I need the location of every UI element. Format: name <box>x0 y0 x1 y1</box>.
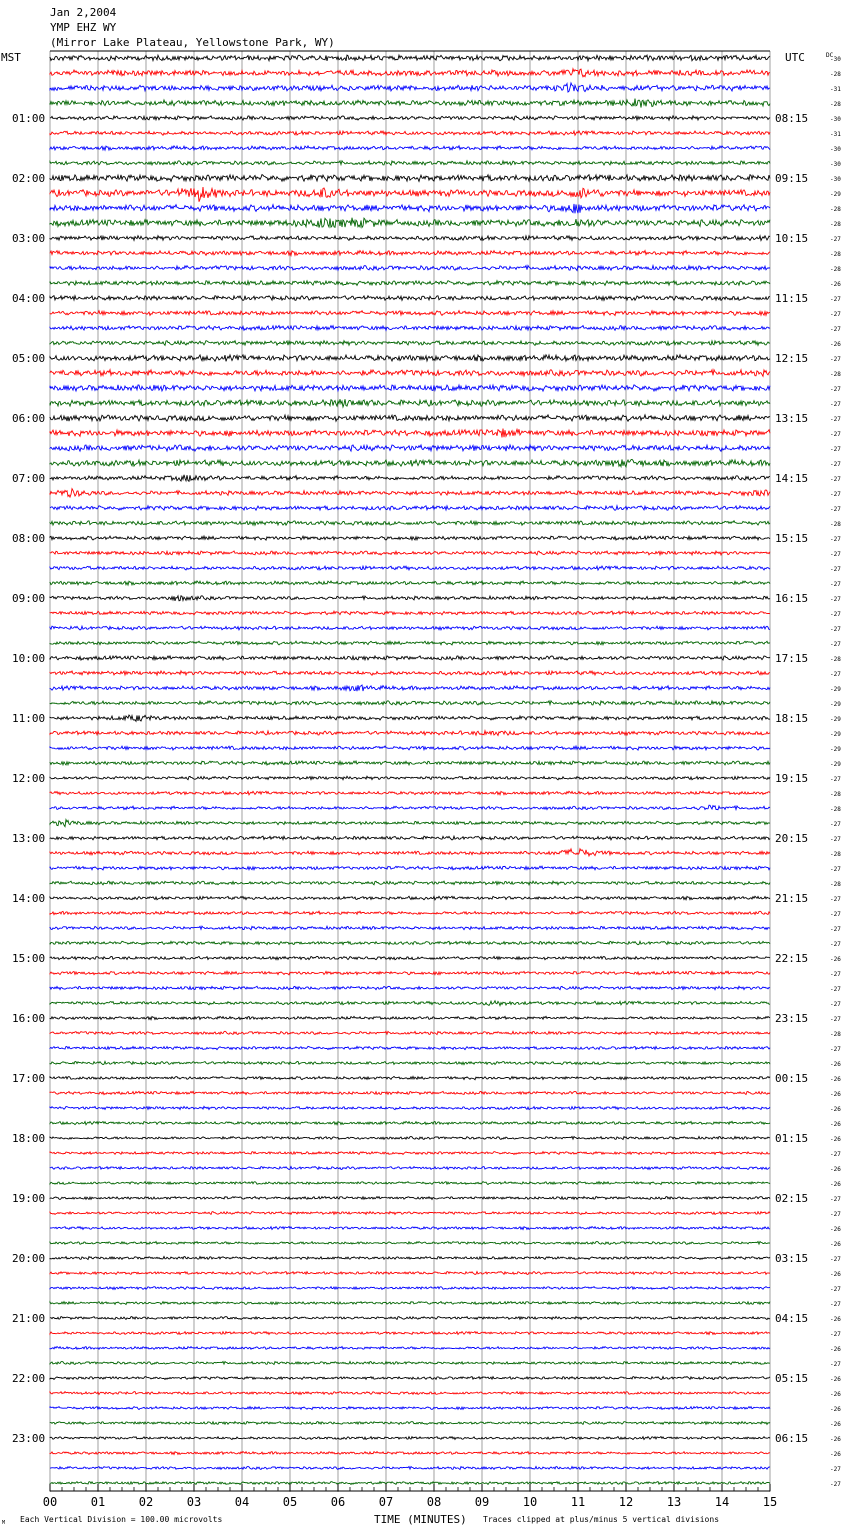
right-hour-label: 02:15 <box>775 1192 809 1205</box>
dc-offset-value: -27 <box>830 581 841 588</box>
trace-line-58 <box>50 926 770 930</box>
trace-line-61 <box>50 971 770 975</box>
dc-offset-value: -27 <box>830 596 841 603</box>
trace-line-15 <box>50 281 770 286</box>
trace-line-37 <box>50 611 770 615</box>
header <box>1 6 834 64</box>
dc-offset-value: -28 <box>830 656 841 663</box>
trace-line-92 <box>50 1437 770 1440</box>
trace-line-24 <box>50 415 770 421</box>
dc-offset-value: -29 <box>830 716 841 723</box>
dc-offset-value: -27 <box>830 641 841 648</box>
trace-line-86 <box>50 1347 770 1350</box>
trace-line-73 <box>50 1152 770 1155</box>
station-label: YMP EHZ WY <box>50 21 117 34</box>
left-hour-label: 04:00 <box>12 292 46 305</box>
dc-offset-value: -26 <box>830 1121 841 1128</box>
trace-line-49 <box>50 791 770 795</box>
trace-line-67 <box>50 1061 770 1064</box>
x-tick-label: 10 <box>522 1495 538 1509</box>
dc-offset-value: -30 <box>830 176 841 183</box>
dc-offset-value: -27 <box>830 1256 841 1263</box>
x-tick-label: 00 <box>42 1495 58 1509</box>
dc-offset-value: -26 <box>830 1451 841 1458</box>
trace-line-63 <box>50 1001 770 1006</box>
dc-offset-value: -26 <box>830 956 841 963</box>
dc-offset-value: -27 <box>830 1286 841 1293</box>
right-hour-label: 19:15 <box>775 772 809 785</box>
location-label: (Mirror Lake Plateau, Yellowstone Park, WY) <box>50 36 335 49</box>
trace-line-9 <box>50 187 770 202</box>
trace-line-22 <box>50 385 770 391</box>
dc-offset-value: -27 <box>830 326 841 333</box>
trace-line-40 <box>50 656 770 660</box>
dc-offset-value: -27 <box>830 461 841 468</box>
dc-offset-value: -27 <box>830 1466 841 1473</box>
dc-offset-value: -31 <box>830 131 841 138</box>
dc-offset-value: -27 <box>830 446 841 453</box>
dc-offset-value: -27 <box>830 236 841 243</box>
dc-offset-value: -26 <box>830 1091 841 1098</box>
dc-offset-value: -27 <box>830 356 841 363</box>
dc-offset-value: -27 <box>830 1361 841 1368</box>
trace-line-18 <box>50 326 770 331</box>
dc-offset-value: -27 <box>830 926 841 933</box>
dc-offset-value: -27 <box>830 551 841 558</box>
trace-line-34 <box>50 566 770 570</box>
trace-line-11 <box>50 218 770 228</box>
left-hour-label: 06:00 <box>12 412 46 425</box>
right-hour-label: 21:15 <box>775 892 809 905</box>
trace-line-71 <box>50 1121 770 1124</box>
right-hour-label: 22:15 <box>775 952 809 965</box>
trace-line-65 <box>50 1031 770 1034</box>
x-tick-label: 01 <box>90 1495 106 1509</box>
left-hour-label: 20:00 <box>12 1252 46 1265</box>
right-hour-label: 23:15 <box>775 1012 809 1025</box>
trace-line-1 <box>50 69 770 77</box>
left-hour-label: 15:00 <box>12 952 46 965</box>
dc-offset-value: -28 <box>830 791 841 798</box>
trace-line-25 <box>50 429 770 438</box>
trace-line-51 <box>50 820 770 827</box>
trace-line-4 <box>50 116 770 120</box>
trace-line-62 <box>50 986 770 989</box>
dc-offset-value: -27 <box>830 821 841 828</box>
trace-line-77 <box>50 1212 770 1215</box>
dc-offset-value: -27 <box>830 1331 841 1338</box>
corner-mark: M <box>2 1520 6 1526</box>
x-tick-label: 08 <box>426 1495 442 1509</box>
x-axis-title: TIME (MINUTES) <box>374 1513 467 1526</box>
dc-offset-value: -27 <box>830 1046 841 1053</box>
trace-line-72 <box>50 1137 770 1140</box>
x-tick-label: 05 <box>282 1495 298 1509</box>
x-tick-label: 15 <box>762 1495 778 1509</box>
right-hour-label: 06:15 <box>775 1432 809 1445</box>
dc-offset-value: -28 <box>830 266 841 273</box>
trace-line-2 <box>50 83 770 92</box>
dc-offset-value: -29 <box>830 761 841 768</box>
trace-line-56 <box>50 896 770 900</box>
dc-offset-value: -27 <box>830 1481 841 1488</box>
dc-offset-value: -26 <box>830 1136 841 1143</box>
right-timezone-label: UTC <box>785 51 805 64</box>
trace-line-45 <box>50 731 770 736</box>
trace-line-85 <box>50 1332 770 1335</box>
left-hour-label: 23:00 <box>12 1432 46 1445</box>
x-axis <box>43 1484 777 1509</box>
trace-line-23 <box>50 399 770 407</box>
trace-line-80 <box>50 1257 770 1260</box>
trace-line-41 <box>50 671 770 675</box>
dc-offset-value: -27 <box>830 1196 841 1203</box>
trace-line-10 <box>50 204 770 213</box>
trace-line-55 <box>50 881 770 885</box>
trace-line-26 <box>50 445 770 451</box>
right-hour-label: 18:15 <box>775 712 809 725</box>
trace-line-30 <box>50 506 770 511</box>
left-hour-label: 03:00 <box>12 232 46 245</box>
trace-line-27 <box>50 459 770 467</box>
right-hour-label: 10:15 <box>775 232 809 245</box>
x-tick-label: 07 <box>378 1495 394 1509</box>
left-hour-label: 07:00 <box>12 472 46 485</box>
dc-offset-value: -27 <box>830 566 841 573</box>
left-hour-label: 21:00 <box>12 1312 46 1325</box>
right-hour-label: 15:15 <box>775 532 809 545</box>
vertical-division-note: Each Vertical Division = 100.00 microvolts <box>20 1515 223 1524</box>
trace-line-84 <box>50 1317 770 1320</box>
right-hour-label: 08:15 <box>775 112 809 125</box>
dc-offset-value: -26 <box>830 1076 841 1083</box>
trace-line-50 <box>50 805 770 810</box>
right-hour-label: 01:15 <box>775 1132 809 1145</box>
dc-offset-value: -26 <box>830 1376 841 1383</box>
dc-offset-value: -29 <box>830 731 841 738</box>
dc-offset-value: -27 <box>830 386 841 393</box>
trace-line-31 <box>50 521 770 525</box>
right-hour-label: 17:15 <box>775 652 809 665</box>
trace-line-32 <box>50 536 770 540</box>
right-hour-label: 09:15 <box>775 172 809 185</box>
trace-line-19 <box>50 341 770 346</box>
left-hour-label: 12:00 <box>12 772 46 785</box>
trace-line-28 <box>50 475 770 482</box>
trace-line-7 <box>50 161 770 165</box>
dc-offset-value: -26 <box>830 1166 841 1173</box>
trace-line-12 <box>50 236 770 241</box>
trace-line-36 <box>50 596 770 601</box>
x-tick-label: 12 <box>618 1495 634 1509</box>
left-hour-label: 08:00 <box>12 532 46 545</box>
trace-line-93 <box>50 1452 770 1455</box>
dc-offset-value: -27 <box>830 431 841 438</box>
trace-line-91 <box>50 1422 770 1425</box>
dc-offset-value: -28 <box>830 206 841 213</box>
trace-line-54 <box>50 866 770 870</box>
x-tick-label: 03 <box>186 1495 202 1509</box>
dc-offset-value: -27 <box>830 536 841 543</box>
dc-offset-value: -27 <box>830 1001 841 1008</box>
right-hour-labels <box>775 112 808 1445</box>
dc-label: DC <box>826 52 834 59</box>
dc-offset-value: -26 <box>830 1391 841 1398</box>
trace-line-70 <box>50 1106 770 1109</box>
trace-line-5 <box>50 131 770 135</box>
dc-offset-value: -28 <box>830 371 841 378</box>
trace-line-87 <box>50 1362 770 1365</box>
date-label: Jan 2,2004 <box>50 6 117 19</box>
trace-line-14 <box>50 266 770 271</box>
dc-offset-value: -28 <box>830 1031 841 1038</box>
trace-line-81 <box>50 1272 770 1275</box>
dc-offset-value: -27 <box>830 671 841 678</box>
dc-offset-value: -29 <box>830 746 841 753</box>
trace-line-75 <box>50 1182 770 1185</box>
dc-offset-value: -26 <box>830 1241 841 1248</box>
left-hour-label: 18:00 <box>12 1132 46 1145</box>
trace-line-88 <box>50 1377 770 1380</box>
left-hour-label: 01:00 <box>12 112 46 125</box>
dc-offset-value: -29 <box>830 686 841 693</box>
dc-offset-value: -28 <box>830 251 841 258</box>
trace-line-90 <box>50 1407 770 1410</box>
trace-line-60 <box>50 956 770 959</box>
trace-line-6 <box>50 146 770 150</box>
left-hour-label: 05:00 <box>12 352 46 365</box>
dc-offset-value: -28 <box>830 806 841 813</box>
trace-line-38 <box>50 626 770 630</box>
left-hour-label: 10:00 <box>12 652 46 665</box>
right-hour-label: 04:15 <box>775 1312 809 1325</box>
dc-offset-value: -27 <box>830 476 841 483</box>
dc-offset-value: -26 <box>830 1316 841 1323</box>
trace-line-21 <box>50 370 770 377</box>
right-hour-label: 16:15 <box>775 592 809 605</box>
x-tick-label: 09 <box>474 1495 490 1509</box>
trace-line-42 <box>50 685 770 691</box>
trace-line-16 <box>50 296 770 301</box>
trace-line-74 <box>50 1167 770 1170</box>
right-hour-label: 05:15 <box>775 1372 809 1385</box>
dc-offset-value: -27 <box>830 1016 841 1023</box>
trace-line-46 <box>50 746 770 750</box>
right-hour-label: 03:15 <box>775 1252 809 1265</box>
dc-offset-value: -26 <box>830 1271 841 1278</box>
dc-offset-value: -26 <box>830 1346 841 1353</box>
right-hour-label: 11:15 <box>775 292 809 305</box>
left-hour-label: 17:00 <box>12 1072 46 1085</box>
left-hour-label: 19:00 <box>12 1192 46 1205</box>
footer <box>2 1513 719 1526</box>
trace-line-3 <box>50 99 770 108</box>
dc-offset-value: -30 <box>830 161 841 168</box>
trace-line-39 <box>50 641 770 645</box>
clip-note: Traces clipped at plus/minus 5 vertical divisions <box>483 1515 720 1524</box>
dc-offset-value: -27 <box>830 986 841 993</box>
trace-line-83 <box>50 1302 770 1305</box>
dc-offset-value: -28 <box>830 851 841 858</box>
dc-offset-value: -26 <box>830 1406 841 1413</box>
dc-offset-value: -28 <box>830 221 841 228</box>
dc-offset-value: -27 <box>830 1151 841 1158</box>
dc-offset-value: -26 <box>830 281 841 288</box>
dc-offset-value: -29 <box>830 191 841 198</box>
dc-offset-value: -30 <box>830 116 841 123</box>
left-hour-label: 11:00 <box>12 712 46 725</box>
trace-line-17 <box>50 311 770 316</box>
dc-offset-value: -26 <box>830 1226 841 1233</box>
dc-offset-value: -27 <box>830 836 841 843</box>
x-tick-label: 14 <box>714 1495 730 1509</box>
dc-offset-value: -26 <box>830 1436 841 1443</box>
x-tick-label: 02 <box>138 1495 154 1509</box>
x-tick-label: 13 <box>666 1495 682 1509</box>
trace-line-66 <box>50 1046 770 1049</box>
right-hour-label: 12:15 <box>775 352 809 365</box>
trace-line-47 <box>50 761 770 765</box>
trace-line-33 <box>50 551 770 555</box>
trace-line-48 <box>50 776 770 780</box>
dc-offset-labels <box>830 56 841 1488</box>
dc-offset-value: -27 <box>830 626 841 633</box>
dc-offset-value: -30 <box>830 146 841 153</box>
left-hour-label: 14:00 <box>12 892 46 905</box>
x-tick-label: 04 <box>234 1495 250 1509</box>
dc-offset-value: -29 <box>830 701 841 708</box>
trace-line-13 <box>50 251 770 256</box>
dc-offset-value: -26 <box>830 1181 841 1188</box>
left-hour-labels <box>12 112 45 1445</box>
left-timezone-label: MST <box>1 51 21 64</box>
right-hour-label: 20:15 <box>775 832 809 845</box>
dc-offset-value: -28 <box>830 101 841 108</box>
dc-offset-value: -27 <box>830 416 841 423</box>
trace-line-8 <box>50 175 770 182</box>
trace-line-94 <box>50 1467 770 1470</box>
dc-offset-value: -26 <box>830 341 841 348</box>
trace-line-35 <box>50 581 770 585</box>
right-hour-label: 13:15 <box>775 412 809 425</box>
trace-line-29 <box>50 489 770 497</box>
dc-offset-value: -26 <box>830 1106 841 1113</box>
trace-line-64 <box>50 1016 770 1019</box>
dc-offset-value: -27 <box>830 401 841 408</box>
trace-line-95 <box>50 1482 770 1485</box>
dc-offset-value: -27 <box>830 491 841 498</box>
seismic-traces <box>50 55 770 1484</box>
trace-line-79 <box>50 1242 770 1245</box>
dc-offset-value: -30 <box>830 56 841 63</box>
dc-offset-value: -27 <box>830 506 841 513</box>
right-hour-label: 00:15 <box>775 1072 809 1085</box>
dc-offset-value: -26 <box>830 1061 841 1068</box>
trace-line-78 <box>50 1227 770 1230</box>
trace-line-68 <box>50 1077 770 1080</box>
trace-line-43 <box>50 701 770 705</box>
dc-offset-value: -27 <box>830 776 841 783</box>
dc-offset-value: -27 <box>830 1211 841 1218</box>
dc-offset-value: -27 <box>830 866 841 873</box>
left-hour-label: 09:00 <box>12 592 46 605</box>
dc-offset-value: -27 <box>830 971 841 978</box>
dc-offset-value: -27 <box>830 1301 841 1308</box>
trace-line-57 <box>50 911 770 914</box>
dc-offset-value: -27 <box>830 311 841 318</box>
trace-line-59 <box>50 941 770 944</box>
dc-offset-value: -27 <box>830 896 841 903</box>
trace-line-76 <box>50 1197 770 1200</box>
left-hour-label: 13:00 <box>12 832 46 845</box>
x-tick-label: 11 <box>570 1495 586 1509</box>
dc-offset-value: -26 <box>830 1421 841 1428</box>
dc-offset-value: -28 <box>830 71 841 78</box>
dc-offset-value: -28 <box>830 521 841 528</box>
trace-line-53 <box>50 849 770 856</box>
dc-offset-value: -27 <box>830 941 841 948</box>
x-tick-label: 06 <box>330 1495 346 1509</box>
trace-line-82 <box>50 1287 770 1290</box>
left-hour-label: 02:00 <box>12 172 46 185</box>
trace-line-44 <box>50 715 770 721</box>
left-hour-label: 16:00 <box>12 1012 46 1025</box>
dc-offset-value: -27 <box>830 296 841 303</box>
right-hour-label: 14:15 <box>775 472 809 485</box>
dc-offset-value: -28 <box>830 881 841 888</box>
trace-line-52 <box>50 836 770 840</box>
dc-offset-value: -27 <box>830 911 841 918</box>
trace-line-0 <box>50 55 770 61</box>
trace-line-69 <box>50 1091 770 1094</box>
dc-offset-value: -27 <box>830 611 841 618</box>
trace-line-89 <box>50 1392 770 1395</box>
trace-line-20 <box>50 355 770 362</box>
left-hour-label: 22:00 <box>12 1372 46 1385</box>
dc-offset-value: -31 <box>830 86 841 93</box>
